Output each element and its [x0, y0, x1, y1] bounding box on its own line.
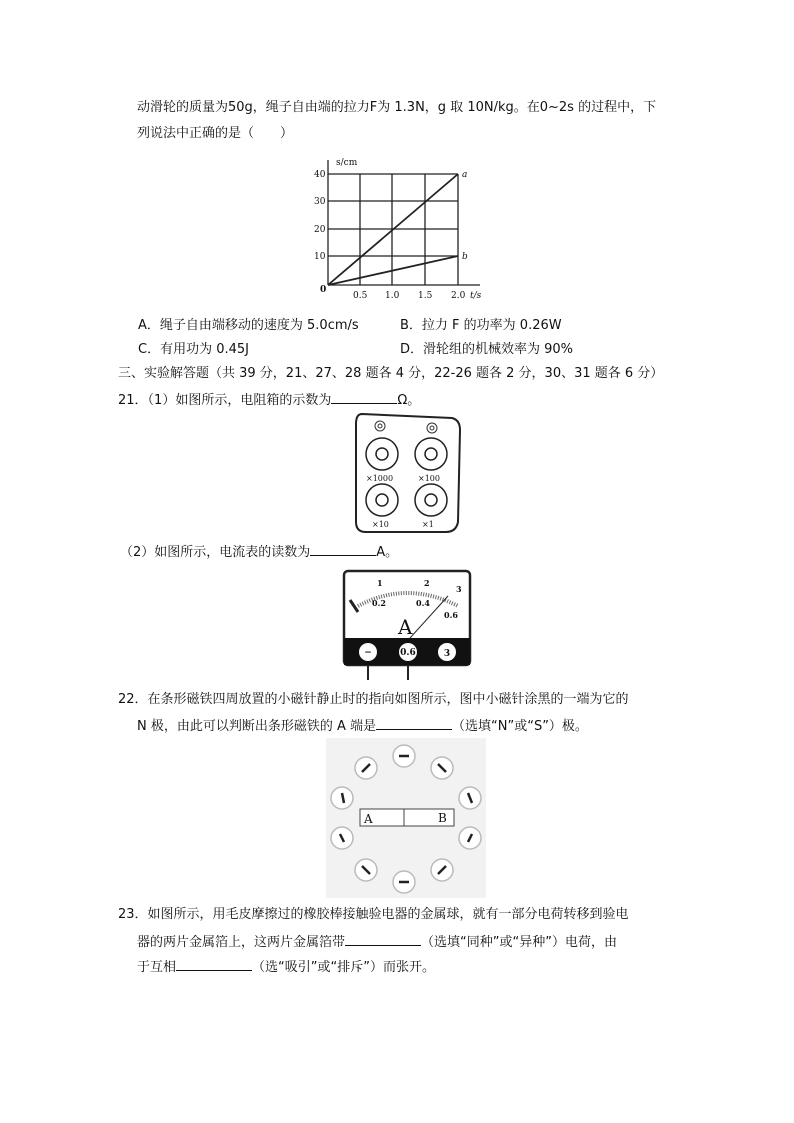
- q22-line1: 22．在条形磁铁四周放置的小磁针静止时的指向如图所示，图中小磁针涂黑的一端为它的: [118, 692, 629, 707]
- line-b-label: b: [462, 252, 468, 262]
- dial-label: ×100: [418, 474, 440, 483]
- section-3-heading: 三、实验解答题（共 39 分，21、27、28 题各 4 分，22-26 题各 2 分，30、31 题各 6 分）: [118, 366, 664, 381]
- scale-label: 0.4: [416, 598, 430, 608]
- ytick: 20: [314, 225, 326, 235]
- scale-label: 3: [456, 584, 462, 594]
- xtick: 1.5: [418, 291, 433, 301]
- magnet-compass-figure: [326, 738, 486, 898]
- magnet-end-a: A: [364, 812, 373, 826]
- option-a: A．绳子自由端移动的速度为 5.0cm/s: [138, 318, 359, 333]
- s-t-graph: [314, 155, 490, 305]
- scale-label: 1: [377, 578, 383, 588]
- dial-label: ×1: [422, 520, 434, 529]
- ammeter-unit: A: [398, 615, 413, 639]
- q20-text-line2: 列说法中正确的是（ ）: [137, 126, 294, 141]
- answer-blank[interactable]: [310, 541, 376, 556]
- ytick: 10: [314, 252, 326, 262]
- dial-label: ×10: [372, 520, 389, 529]
- terminal-0.6: 0.6: [400, 648, 416, 658]
- q21-part1: 21．（1）如图所示，电阻箱的示数为 Ω。: [118, 389, 420, 411]
- terminal-3: 3: [443, 649, 451, 659]
- xtick: 0.5: [353, 291, 368, 301]
- option-b: B．拉力 F 的功率为 0.26W: [400, 318, 562, 333]
- line-a-label: a: [462, 170, 468, 180]
- answer-blank[interactable]: [345, 931, 421, 946]
- q23-line2: 器的两片金属箔上，这两片金属箔带 （选填“同种”或“异种”）电荷，由: [137, 931, 617, 953]
- y-axis-label: s/cm: [336, 158, 358, 168]
- q23-line3: 于互相 （选“吸引”或“排斥”）而张开。: [137, 956, 435, 978]
- scale-label: 0.2: [372, 598, 386, 608]
- terminal-negative: −: [364, 648, 372, 658]
- q22-line2: N 极，由此可以判断出条形磁铁的 A 端是 （选填“N”或“S”）极。: [137, 715, 588, 737]
- xtick: 1.0: [385, 291, 400, 301]
- dial-label: ×1000: [366, 474, 394, 483]
- ytick: 30: [314, 197, 326, 207]
- ytick: 40: [314, 170, 326, 180]
- resistance-box-figure: [352, 412, 462, 534]
- answer-blank[interactable]: [331, 389, 397, 404]
- ammeter-figure: [340, 568, 476, 683]
- scale-label: 2: [424, 578, 430, 588]
- q21-part2: （2）如图所示，电流表的读数为 A。: [120, 541, 398, 563]
- xtick: 2.0: [451, 291, 466, 301]
- magnet-end-b: B: [438, 811, 447, 825]
- line-b: [328, 256, 458, 285]
- answer-blank[interactable]: [376, 715, 452, 730]
- x-axis-label: t/s: [470, 291, 482, 301]
- q20-text-line1: 动滑轮的质量为50g，绳子自由端的拉力F为 1.3N，g 取 10N/kg。在0~2s 的过程中，下: [137, 100, 657, 115]
- option-c: C．有用功为 0.45J: [138, 342, 249, 357]
- option-d: D．滑轮组的机械效率为 90%: [400, 342, 574, 357]
- scale-label: 0.6: [444, 610, 458, 620]
- answer-blank[interactable]: [176, 956, 252, 971]
- ytick: 0: [320, 285, 327, 295]
- q23-line1: 23．如图所示，用毛皮摩擦过的橡胶棒接触验电器的金属球，就有一部分电荷转移到验电: [118, 907, 629, 922]
